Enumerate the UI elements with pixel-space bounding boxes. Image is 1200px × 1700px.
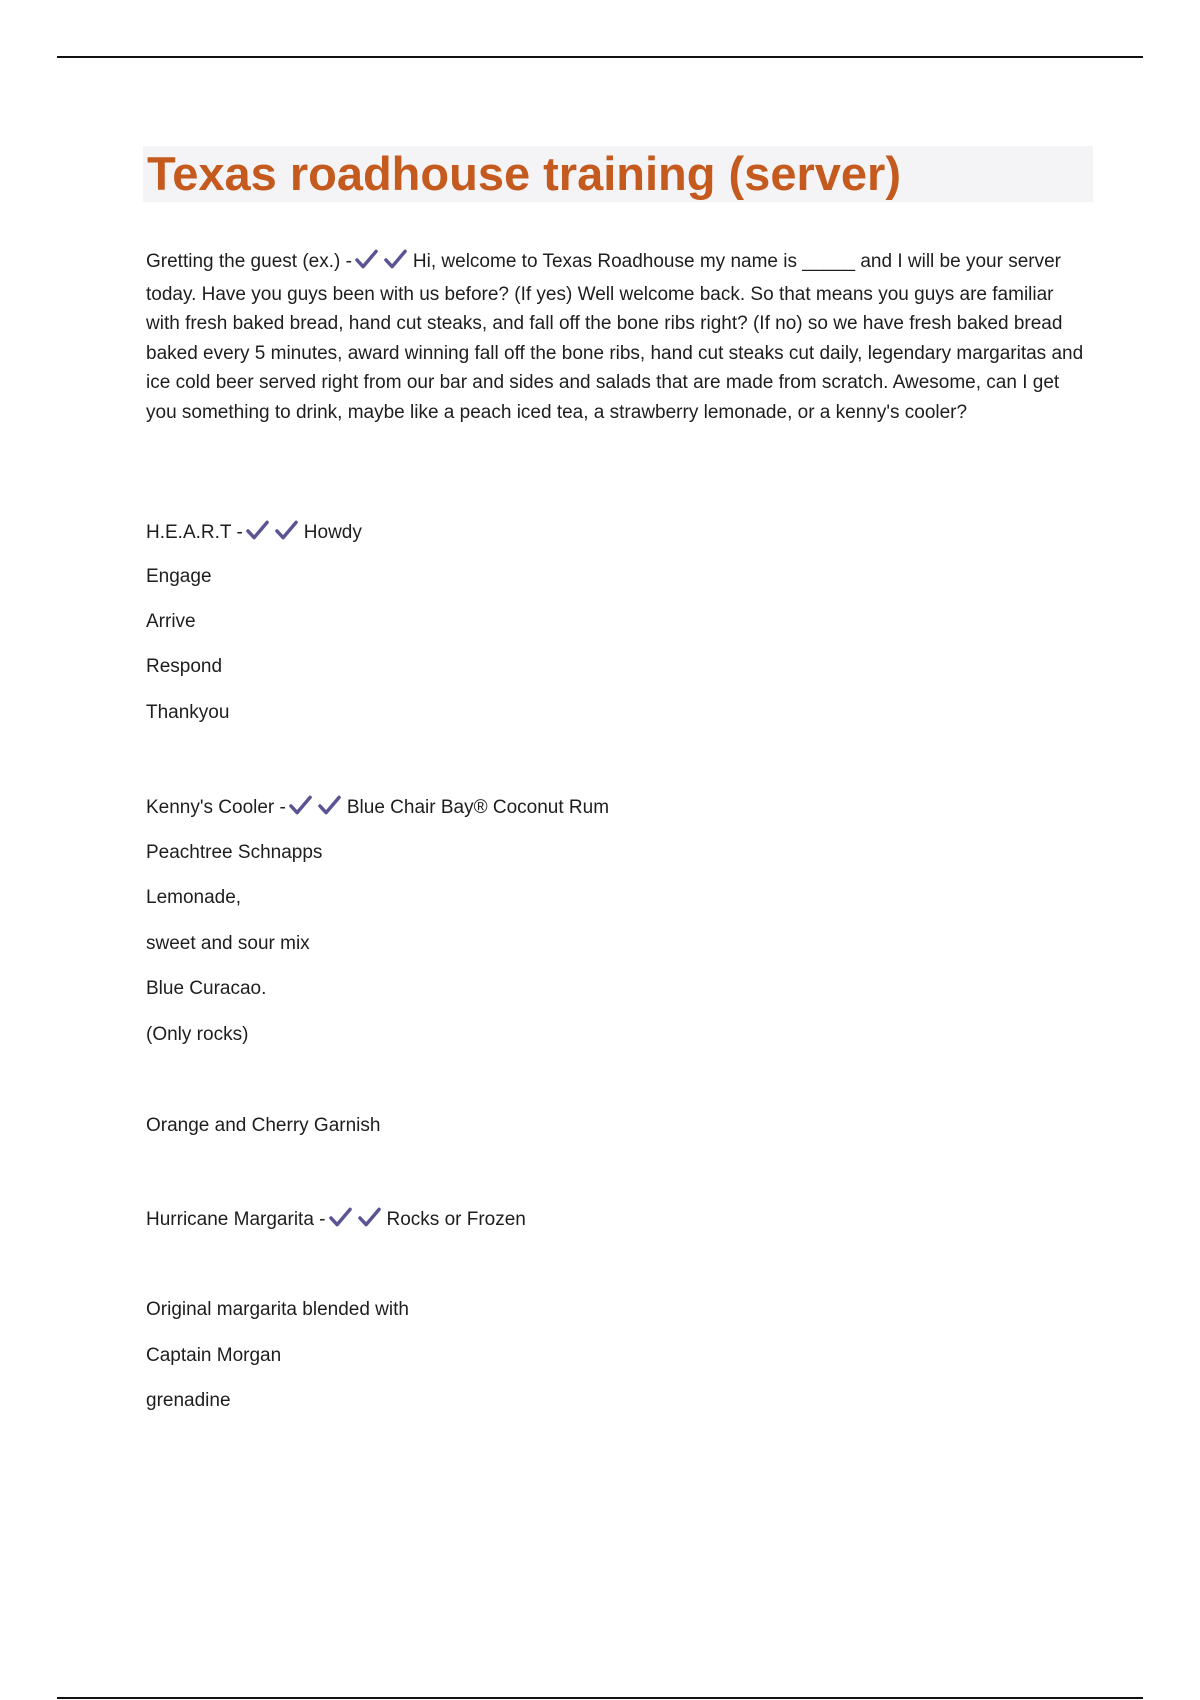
- checkmark-icon: [246, 519, 269, 541]
- checkmark-icon: [355, 248, 378, 270]
- hurricane-first-item: Rocks or Frozen: [386, 1209, 526, 1230]
- heart-item: Engage: [146, 566, 212, 587]
- kennys-cooler-item: Peachtree Schnapps: [146, 842, 323, 863]
- heart-item: Respond: [146, 656, 223, 677]
- checkmark-icon: [289, 794, 312, 816]
- kennys-cooler-item: Blue Curacao.: [146, 978, 267, 999]
- hurricane-item: grenadine: [146, 1390, 231, 1411]
- heart-item: Thankyou: [146, 702, 230, 723]
- heart-label: H.E.A.R.T -: [146, 522, 243, 543]
- heart-first-item: Howdy: [303, 522, 362, 543]
- kennys-cooler-item: sweet and sour mix: [146, 933, 310, 954]
- kennys-cooler-first-item: Blue Chair Bay® Coconut Rum: [346, 797, 610, 818]
- hurricane-label: Hurricane Margarita -: [146, 1209, 326, 1230]
- intro-label: Gretting the guest (ex.) -: [146, 251, 352, 272]
- checkmark-icon: [329, 1206, 352, 1228]
- check-pair: [329, 1206, 385, 1236]
- bottom-rule: [57, 1697, 1143, 1699]
- check-pair: [355, 248, 411, 280]
- checkmark-icon: [358, 1206, 381, 1228]
- top-rule: [57, 56, 1143, 58]
- check-pair: [289, 794, 345, 824]
- kennys-cooler-garnish: Orange and Cherry Garnish: [146, 1115, 381, 1136]
- hurricane-item: Original margarita blended with: [146, 1299, 409, 1320]
- checkmark-icon: [318, 794, 341, 816]
- kennys-cooler-item: Lemonade,: [146, 887, 242, 908]
- hurricane-item: Captain Morgan: [146, 1345, 282, 1366]
- kennys-cooler-label: Kenny's Cooler -: [146, 797, 286, 818]
- kennys-cooler-heading: [146, 794, 609, 824]
- document-title: Texas roadhouse training (server): [147, 147, 901, 200]
- check-pair: [246, 519, 302, 549]
- heart-item: Arrive: [146, 611, 196, 632]
- hurricane-heading: [146, 1206, 526, 1236]
- checkmark-icon: [275, 519, 298, 541]
- checkmark-icon: [384, 248, 407, 270]
- heart-heading: [146, 519, 362, 549]
- intro-paragraph: [146, 247, 1091, 427]
- kennys-cooler-item: (Only rocks): [146, 1024, 249, 1045]
- intro-text: Hi, welcome to Texas Roadhouse my name is _____ and I will be your server today. Have you guys been with us before? (If yes) Well welcome back. So that means you guys are familiar with fresh baked bread, hand cut steaks, and fall off the bone ribs right? (If no) so we have fresh baked bread baked every 5 minutes, award winning fall off the bone ribs, hand cut steaks cut daily, legendary margaritas and ice cold beer served right from our bar and sides and salads that are made from scratch. Awesome, can I get you something to drink, maybe like a peach iced tea, a strawberry lemonade, or a kenny's cooler?: [146, 251, 1084, 423]
